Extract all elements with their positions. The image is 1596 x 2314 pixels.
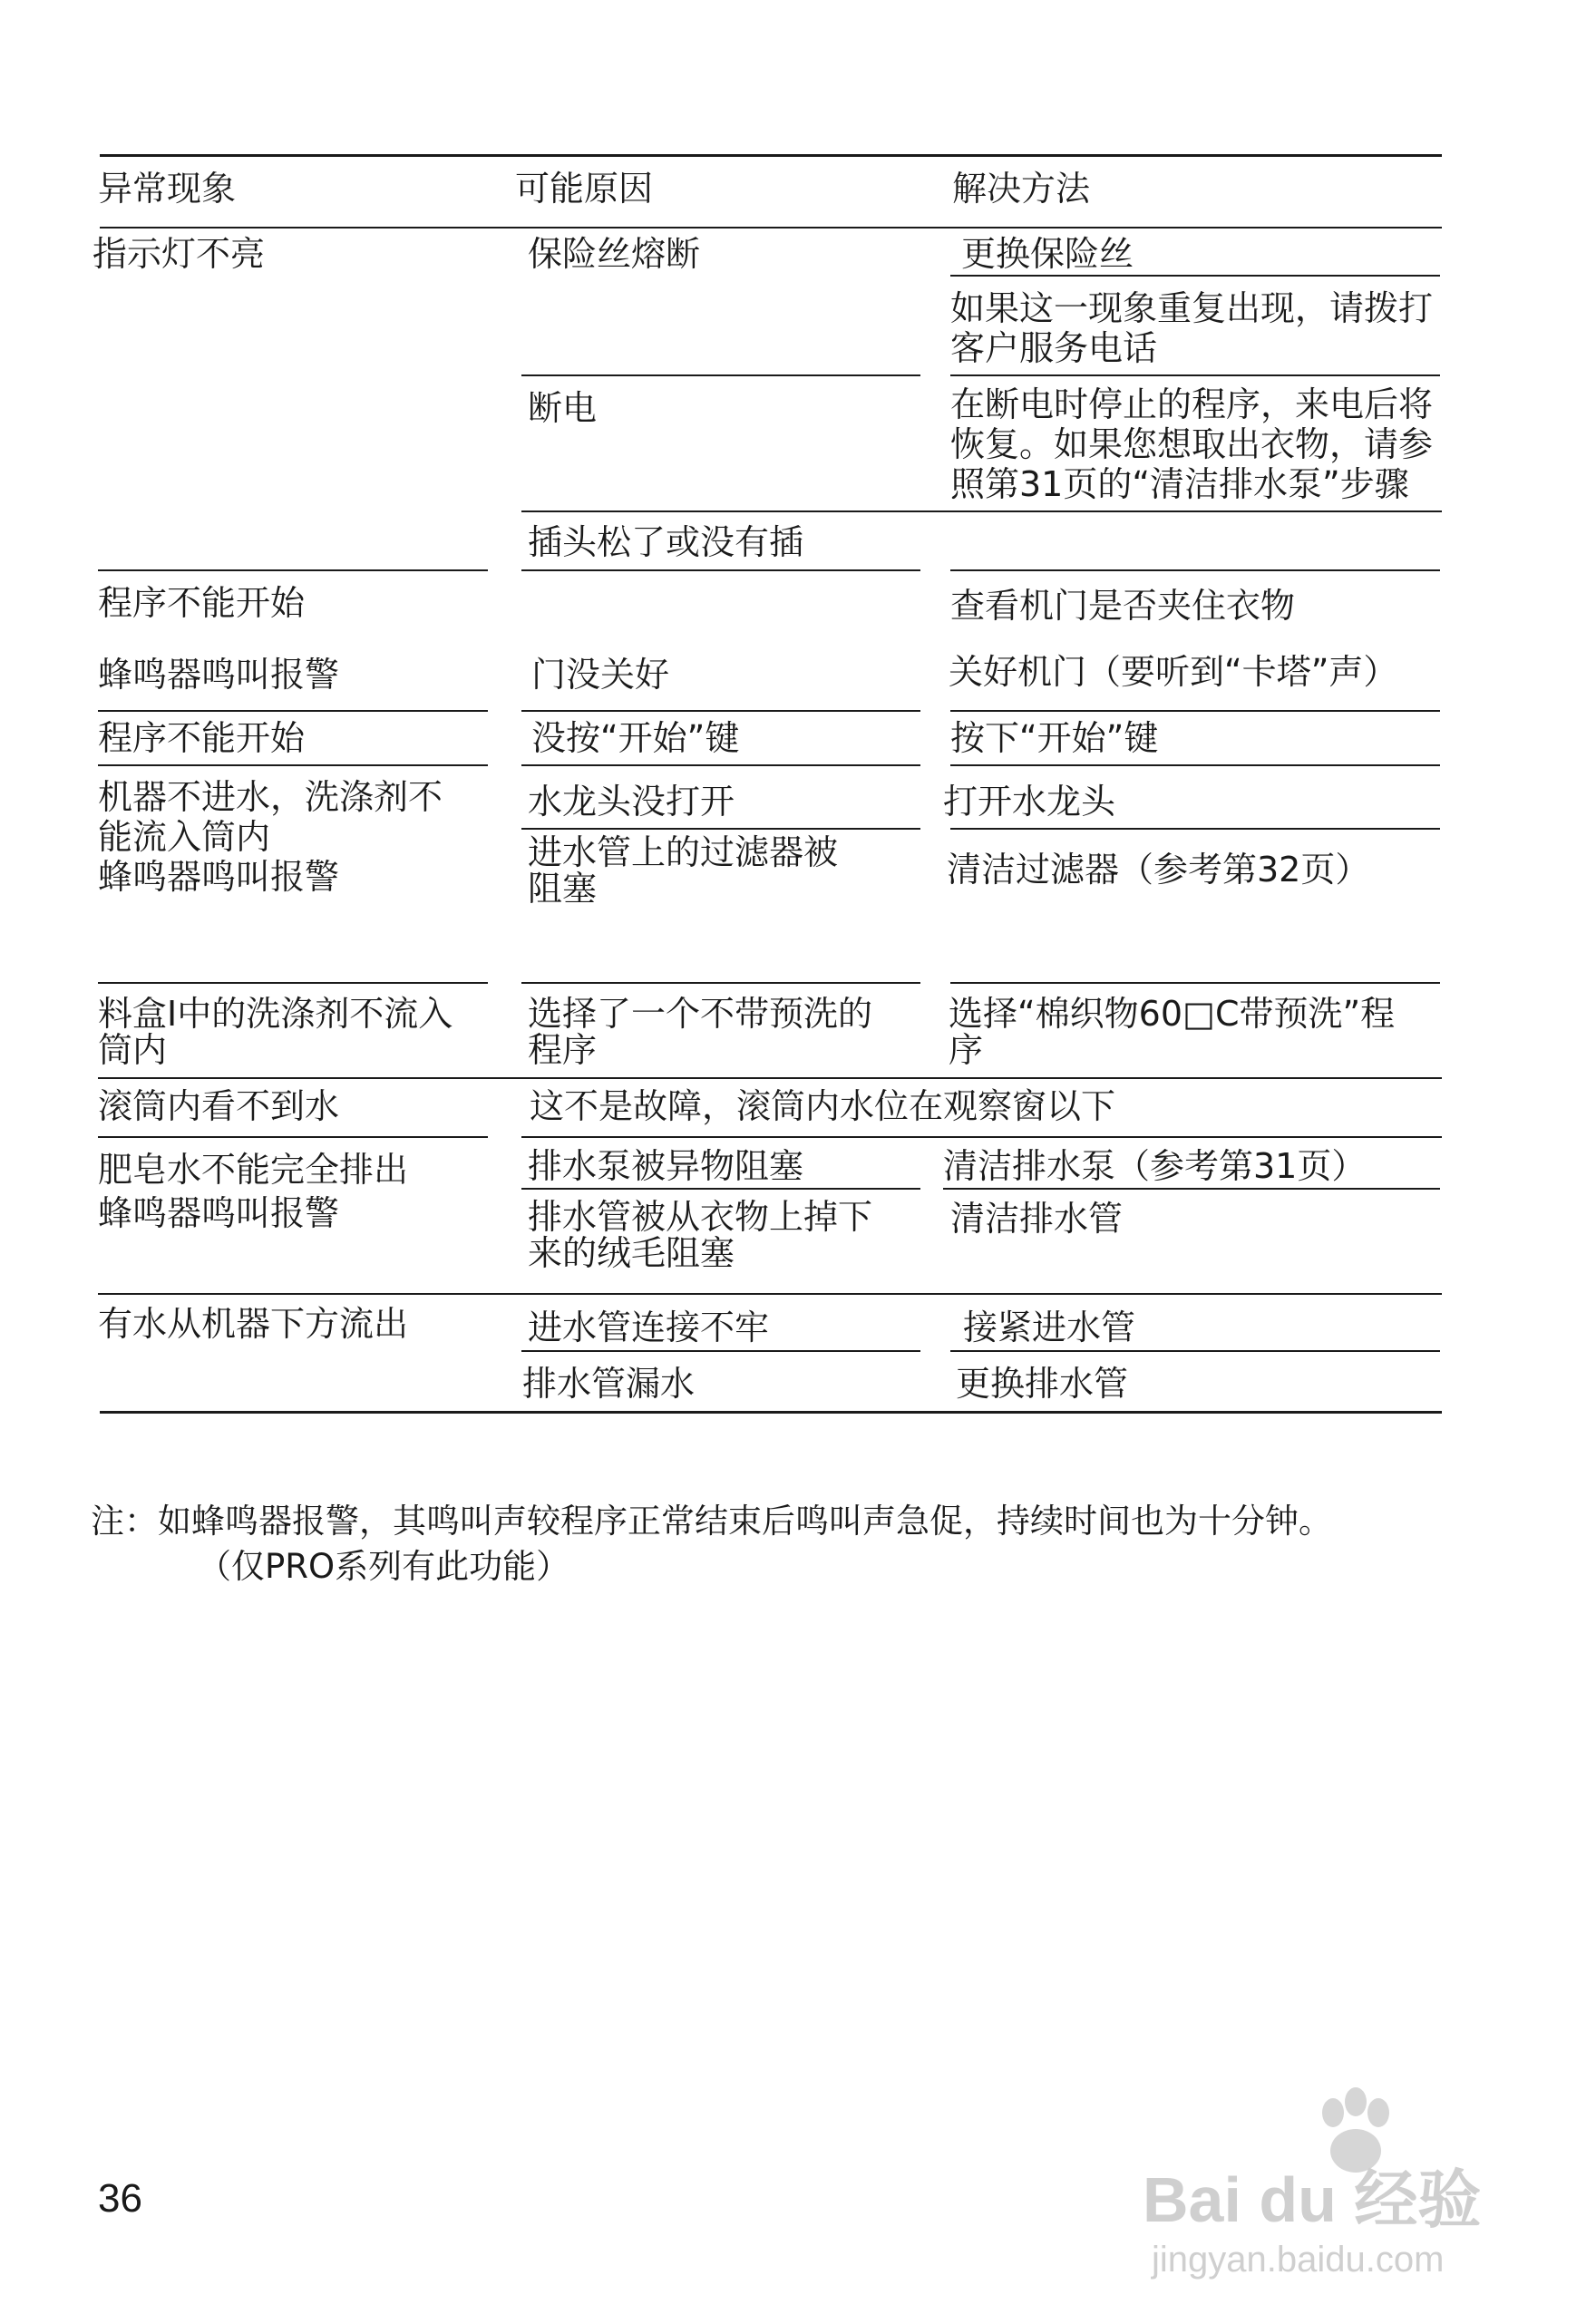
rule xyxy=(98,569,488,571)
r7-solution-1: 清洁排水泵（参考第31页） xyxy=(943,1146,1367,1186)
r8-cause-1: 进水管连接不牢 xyxy=(528,1308,770,1347)
r1-solution-1b: 如果这一现象重复出现，请拨打 客户服务电话 xyxy=(950,288,1434,368)
rule xyxy=(521,764,920,766)
r3-solution: 按下“开始”键 xyxy=(950,718,1159,758)
rule xyxy=(950,374,1440,376)
r2-cause: 门没关好 xyxy=(531,655,670,695)
rule xyxy=(521,1350,920,1352)
r6-symptom: 滚筒内看不到水 xyxy=(98,1086,340,1126)
rule xyxy=(521,982,920,984)
rule xyxy=(950,828,1440,830)
rule xyxy=(98,1293,1442,1295)
rule xyxy=(950,569,1440,571)
r7-cause-2: 排水管被从衣物上掉下 来的绒毛阻塞 xyxy=(528,1197,873,1273)
r1-cause-2: 断电 xyxy=(528,388,598,428)
r1-symptom: 指示灯不亮 xyxy=(92,234,266,274)
watermark-brand: Bai du 经验 xyxy=(1143,2164,1482,2235)
rule xyxy=(521,828,920,830)
rule xyxy=(521,569,920,571)
rule xyxy=(950,275,1440,277)
rule xyxy=(521,374,920,376)
r1-solution-1a: 更换保险丝 xyxy=(961,234,1134,274)
r8-cause-2: 排水管漏水 xyxy=(522,1364,696,1404)
rule xyxy=(98,710,488,712)
footnote-line-1: 注：如蜂鸣器报警，其鸣叫声较程序正常结束后鸣叫声急促，持续时间也为十分钟。 xyxy=(91,1502,1332,1541)
rule xyxy=(950,710,1440,712)
r2-solution-a: 查看机门是否夹住衣物 xyxy=(950,586,1296,626)
header-rule xyxy=(100,227,1442,228)
header-symptom: 异常现象 xyxy=(98,169,237,209)
rule xyxy=(98,982,488,984)
rule xyxy=(950,982,1440,984)
r5-solution: 选择“棉织物60□C带预洗”程 序 xyxy=(949,994,1396,1070)
r4-symptom: 机器不进水，洗涤剂不 能流入筒内 蜂鸣器鸣叫报警 xyxy=(98,777,443,897)
rule xyxy=(98,1077,1442,1079)
rule xyxy=(98,764,488,766)
watermark-url: jingyan.baidu.com xyxy=(1152,2240,1445,2280)
r1-solution-2: 在断电时停止的程序，来电后将 恢复。如果您想取出衣物，请参 照第31页的“清洁排水泵”步骤 xyxy=(950,384,1434,504)
r4-cause-2: 进水管上的过滤器被 阻塞 xyxy=(528,832,839,909)
rule xyxy=(521,510,1442,512)
r1-cause-3: 插头松了或没有插 xyxy=(528,522,804,562)
watermark xyxy=(1134,2086,1560,2294)
r4-solution-1: 打开水龙头 xyxy=(943,782,1116,822)
r5-symptom: 料盒I中的洗涤剂不流入 筒内 xyxy=(98,994,453,1070)
r2-symptom-a: 程序不能开始 xyxy=(98,583,306,623)
r8-solution-1: 接紧进水管 xyxy=(963,1308,1136,1347)
page-number: 36 xyxy=(98,2176,142,2221)
rule xyxy=(943,1188,1440,1190)
rule xyxy=(950,1350,1440,1352)
r6-note: 这不是故障，滚筒内水位在观察窗以下 xyxy=(530,1086,1116,1126)
r7-solution-2: 清洁排水管 xyxy=(950,1199,1124,1239)
rule xyxy=(98,1136,488,1138)
r8-symptom: 有水从机器下方流出 xyxy=(98,1304,409,1344)
r7-cause-1: 排水泵被异物阻塞 xyxy=(528,1146,804,1186)
r3-symptom: 程序不能开始 xyxy=(98,718,306,758)
r1-cause-1: 保险丝熔断 xyxy=(528,234,701,274)
r2-solution-b: 关好机门（要听到“卡塔”声） xyxy=(949,652,1398,692)
rule xyxy=(521,710,920,712)
r3-cause: 没按“开始”键 xyxy=(531,718,740,758)
rule xyxy=(521,1188,920,1190)
r7-symptom-b: 蜂鸣器鸣叫报警 xyxy=(98,1193,340,1233)
footnote-line-2: （仅PRO系列有此功能） xyxy=(198,1547,570,1586)
table-top-rule xyxy=(100,154,1442,157)
header-cause: 可能原因 xyxy=(515,169,654,209)
rule xyxy=(950,764,1440,766)
r4-cause-1: 水龙头没打开 xyxy=(528,782,735,822)
r8-solution-2: 更换排水管 xyxy=(956,1364,1129,1404)
rule xyxy=(521,1136,1442,1138)
r5-cause: 选择了一个不带预洗的 程序 xyxy=(528,994,873,1070)
table-bottom-rule xyxy=(100,1411,1442,1414)
header-solution: 解决方法 xyxy=(952,169,1091,209)
r4-solution-2: 清洁过滤器（参考第32页） xyxy=(947,850,1370,890)
r7-symptom-a: 肥皂水不能完全排出 xyxy=(98,1150,409,1190)
r2-symptom-b: 蜂鸣器鸣叫报警 xyxy=(98,655,340,695)
